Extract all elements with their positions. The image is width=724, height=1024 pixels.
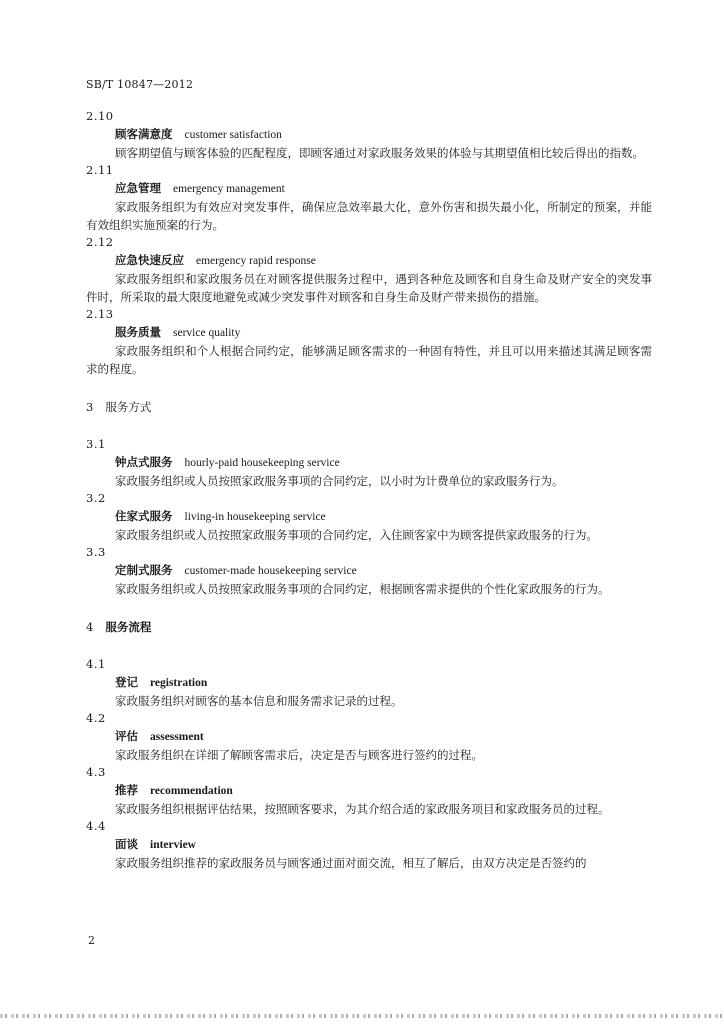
term-zh: 登记: [115, 675, 138, 689]
term-definition: 家政服务组织和个人根据合同约定，能够满足顾客需求的一种固有特性，并且可以用来描述其满足顾客需求的程度。: [86, 344, 652, 376]
term-heading: [86, 673, 652, 692]
term-en: customer satisfaction: [184, 129, 282, 141]
term-heading: [86, 323, 652, 342]
term-zh: 钟点式服务: [115, 455, 173, 469]
section-title: 服务方式: [105, 400, 152, 414]
term-en: hourly-paid housekeeping service: [184, 457, 340, 469]
term-en: customer-made housekeeping service: [184, 565, 357, 577]
term-definition: 家政服务组织对顾客的基本信息和服务需求记录的过程。: [115, 694, 403, 708]
clause-number: 2.12: [86, 235, 114, 249]
term-zh: 住家式服务: [115, 509, 173, 523]
term-definition: 家政服务组织或人员按照家政服务事项的合同约定，入住顾客家中为顾客提供家政服务的行为。: [115, 528, 598, 542]
term-heading: [86, 835, 652, 854]
term-en: registration: [150, 677, 208, 689]
term-definition: 家政服务组织或人员按照家政服务事项的合同约定，根据顾客需求提供的个性化家政服务的行为。: [115, 582, 610, 596]
term-zh: 定制式服务: [115, 563, 173, 577]
term-heading: [86, 561, 652, 580]
scan-artifact: [0, 1014, 724, 1018]
term-zh: 服务质量: [115, 325, 161, 339]
section-heading: [86, 398, 652, 416]
term-zh: 应急管理: [115, 181, 161, 195]
standard-code: SB/T 10847—2012: [86, 78, 194, 91]
term-en: assessment: [150, 731, 204, 743]
term-definition: 家政服务组织推荐的家政服务员与顾客通过面对面交流，相互了解后，由双方决定是否签约的: [115, 856, 587, 870]
term-heading: [86, 453, 652, 472]
term-en: recommendation: [150, 785, 233, 797]
page-number: 2: [88, 934, 95, 947]
term-heading: [86, 179, 652, 198]
term-en: service quality: [173, 327, 241, 339]
clause-number: 4.2: [86, 711, 106, 725]
term-definition: 顾客期望值与顾客体验的匹配程度，即顾客通过对家政服务效果的体验与其期望值相比较后得出的指数。: [115, 146, 644, 160]
clause-number: 2.13: [86, 307, 114, 321]
clause-number: 2.10: [86, 109, 114, 123]
term-definition: 家政服务组织或人员按照家政服务事项的合同约定，以小时为计费单位的家政服务行为。: [115, 474, 564, 488]
section-title: 服务流程: [105, 620, 152, 634]
term-en: emergency rapid response: [196, 255, 316, 267]
term-en: emergency management: [173, 183, 285, 195]
clause-number: 4.3: [86, 765, 106, 779]
term-zh: 推荐: [115, 783, 138, 797]
term-definition: 家政服务组织为有效应对突发事件，确保应急效率最大化，意外伤害和损失最小化，所制定的预案，并能有效组织实施预案的行为。: [86, 200, 652, 232]
term-en: interview: [150, 839, 196, 851]
clause-number: 3.2: [86, 491, 106, 505]
term-heading: [86, 125, 652, 144]
term-definition: 家政服务组织和家政服务员在对顾客提供服务过程中，遇到各种危及顾客和自身生命及财产安全的突发事件时，所采取的最大限度地避免或减少突发事件对顾客和自身生命及财产带来损伤的措施。: [86, 272, 652, 304]
term-definition: 家政服务组织在详细了解顾客需求后，决定是否与顾客进行签约的过程。: [115, 748, 483, 762]
term-zh: 面谈: [115, 837, 138, 851]
clause-number: 2.11: [86, 163, 114, 177]
section-heading: [86, 618, 652, 636]
term-zh: 应急快速反应: [115, 253, 184, 267]
term-heading: [86, 507, 652, 526]
section-number: 3: [86, 400, 94, 414]
term-zh: 顾客满意度: [115, 127, 173, 141]
clause-number: 3.3: [86, 545, 106, 559]
page-content: [86, 108, 652, 872]
term-zh: 评估: [115, 729, 138, 743]
clause-number: 4.4: [86, 819, 106, 833]
section-number: 4: [86, 620, 94, 634]
term-heading: [86, 781, 652, 800]
term-definition: 家政服务组织根据评估结果，按照顾客要求，为其介绍合适的家政服务项目和家政服务员的过程。: [115, 802, 610, 816]
term-heading: [86, 251, 652, 270]
clause-number: 4.1: [86, 657, 106, 671]
term-en: living-in housekeeping service: [184, 511, 326, 523]
term-heading: [86, 727, 652, 746]
clause-number: 3.1: [86, 437, 106, 451]
